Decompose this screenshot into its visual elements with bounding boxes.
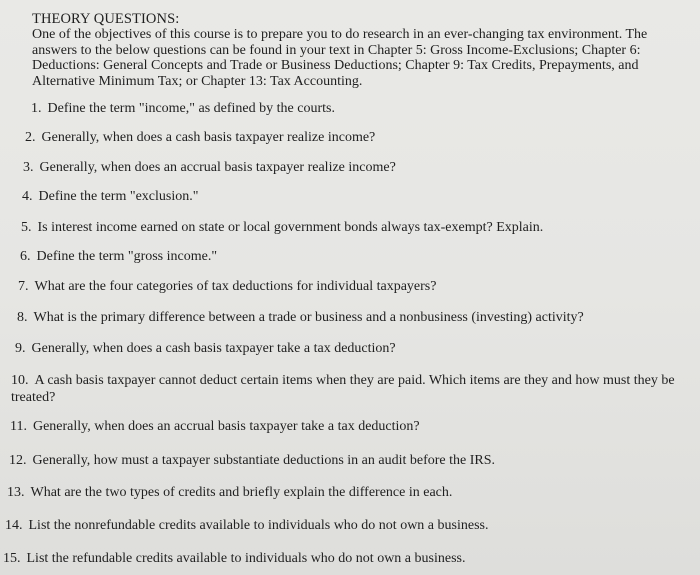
question-text: Generally, when does an accrual basis taxpayer realize income?: [39, 160, 396, 175]
question-item: [25, 129, 375, 146]
question-number: 2.: [25, 130, 36, 145]
question-text: What are the two types of credits and briefly explain the difference in each.: [30, 485, 453, 500]
question-text: Generally, when does a cash basis taxpayer take a tax deduction?: [31, 341, 396, 356]
question-number: 15.: [3, 551, 21, 566]
question-item: [3, 550, 465, 567]
question-text: What are the four categories of tax deductions for individual taxpayers?: [34, 279, 437, 294]
question-text: Define the term "exclusion.": [38, 189, 199, 204]
question-text: Generally, when does a cash basis taxpayer realize income?: [41, 130, 376, 145]
question-item: [23, 159, 396, 176]
question-item: [21, 219, 543, 236]
intro-paragraph: One of the objectives of this course is to prepare you to do research in an ever-changing tax environment. The answers to the below questions can be found in your text in Chapter 5: Gross Income-Exclusions; Chapter 6: Deductions: General Concepts and Trade or Business Deductions; Chapter 9: Tax Credits, Prepayments, and Alternative Minimum Tax; or Chapter 13: Tax Accounting.: [32, 27, 648, 89]
question-item: [15, 340, 396, 357]
question-number: 5.: [21, 220, 32, 235]
question-number: 1.: [31, 101, 42, 116]
question-number: 7.: [18, 279, 29, 294]
question-item: [31, 100, 335, 117]
question-item: [22, 188, 198, 205]
question-number: 13.: [7, 485, 25, 500]
question-text: A cash basis taxpayer cannot deduct certain items when they are paid. Which items are they and how must they be treated?: [11, 373, 675, 405]
question-text: Generally, how must a taxpayer substantiate deductions in an audit before the IRS.: [32, 453, 496, 468]
question-number: 8.: [17, 310, 28, 325]
question-item: [5, 517, 488, 534]
question-number: 12.: [9, 453, 27, 468]
question-item: [10, 418, 420, 435]
question-number: 3.: [23, 160, 34, 175]
question-number: 9.: [15, 341, 26, 356]
question-item: [7, 484, 452, 501]
question-number: 14.: [5, 518, 23, 533]
question-text: Define the term "gross income.": [36, 249, 218, 264]
question-number: 4.: [22, 189, 33, 204]
question-item: [9, 452, 495, 469]
page-heading: THEORY QUESTIONS:: [32, 11, 180, 27]
question-number: 10.: [11, 373, 29, 388]
question-number: 11.: [10, 419, 27, 434]
question-text: List the nonrefundable credits available to individuals who do not own a business.: [28, 518, 489, 533]
question-text: What is the primary difference between a trade or business and a nonbusiness (investing) activity?: [33, 310, 584, 325]
question-text: Is interest income earned on state or local government bonds always tax-exempt? Explain.: [37, 220, 544, 235]
question-text: Generally, when does an accrual basis taxpayer take a tax deduction?: [32, 419, 420, 434]
question-item: [18, 278, 436, 295]
question-number: 6.: [20, 249, 31, 264]
question-item: [17, 309, 584, 326]
question-item: [20, 248, 217, 265]
question-item: [11, 372, 681, 406]
question-text: List the refundable credits available to individuals who do not own a business.: [26, 551, 466, 566]
question-text: Define the term "income," as defined by the courts.: [47, 101, 335, 116]
